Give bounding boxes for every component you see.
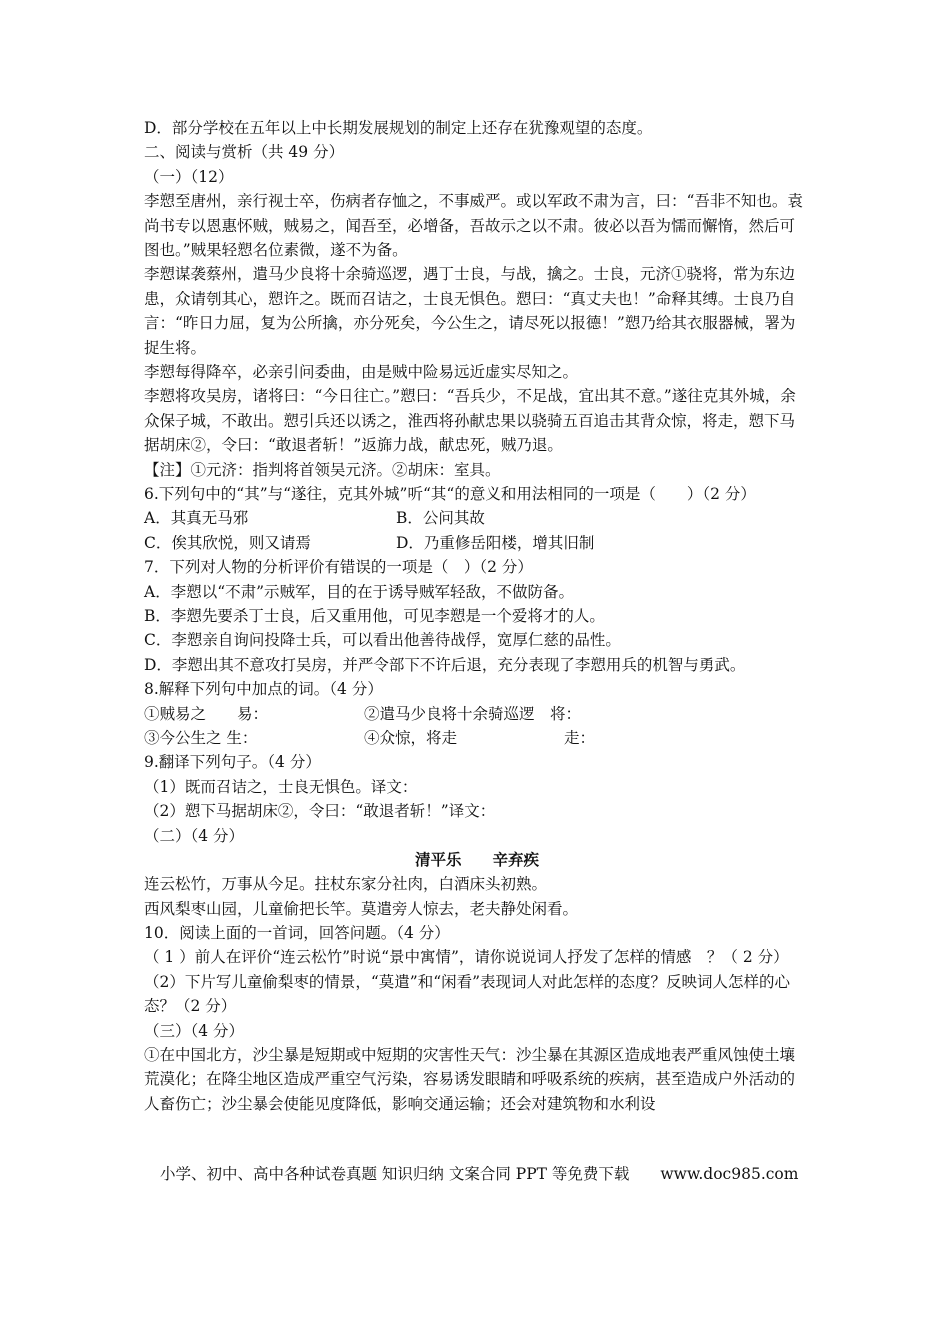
question-7-option-c: C．李愬亲自询问投降士兵，可以看出他善待战俘，宽厚仁慈的品性。 — [144, 631, 621, 650]
poem-title: 清平乐 辛弃疾 — [414, 849, 539, 869]
poem-line-2: 西风梨枣山园，儿童偷把长竿。莫遣旁人惊去，老夫静处闲看。 — [144, 899, 579, 918]
passage-paragraph-4: 李愬将攻吴房，诸将曰：“今日往亡。”愬曰：“吾兵少，不足战，宜出其不意。”遂往克其外城，余众保子城，不敢出。愬引兵还以诱之，淮西将孙献忠果以骁骑五百追击其背众惊，将走，愬下马据胡床②，令曰：“敢退者斩！”返旆力战，献忠死，贼乃退。 — [144, 387, 796, 455]
question-10-item-2: （2）下片写儿童偷梨枣的情景，“莫遣”和“闲看”表现词人对此怎样的态度？反映词人怎样的心态？（2 分） — [144, 972, 791, 1016]
passage-paragraph-3: 李愬每得降卒，必亲引问委曲，由是贼中险易远近虚实尽知之。 — [144, 363, 579, 382]
question-8-row-1 — [144, 702, 810, 726]
passage-note: 【注】①元济：指判将首领吴元济。②胡床：室具。 — [144, 460, 501, 479]
passage-paragraph-1: 李愬至唐州，亲行视士卒，伤病者存恤之，不事威严。或以军政不肃为言，曰：“吾非不知也。袁尚书专以恩惠怀贼，贼易之，闻吾至，必增备，吾故示之以不肃。彼必以吾为懦而懈惰，然后可图也。”贼果轻愬名位素微，遂不为备。 — [144, 192, 803, 259]
gloss-item-4: ④众惊，将走 — [364, 728, 458, 747]
option-b: B．公问其故 — [396, 509, 485, 528]
gloss-item-4-blank: 走： — [564, 728, 596, 747]
section-heading: 二、阅读与赏析（共 49 分） — [144, 143, 345, 162]
question-6: 6.下列句中的“其”与“遂往，克其外城”听“其“的意义和用法相同的一项是（ ）（2 分） — [144, 485, 756, 504]
gloss-item-3: ③今公生之 生： — [144, 728, 258, 747]
gloss-item-1: ①贼易之 易： — [144, 704, 269, 723]
question-8-row-2 — [144, 726, 810, 750]
document-page — [144, 116, 810, 1116]
question-8: 8.解释下列句中加点的词。（4 分） — [144, 680, 383, 699]
option-a: A．其真无马邪 — [144, 509, 249, 528]
question-7-option-d: D．李愬出其不意攻打吴房，并严令部下不许后退，充分表现了李愬用兵的机智与勇武。 — [144, 655, 746, 674]
question-6-options-ab — [144, 506, 810, 530]
question-7-option-a: A．李愬以“不肃”示贼军，目的在于诱导贼军轻敌，不做防备。 — [144, 582, 575, 601]
question-7-option-b: B．李愬先要杀丁士良，后又重用他，可见李愬是一个爱将才的人。 — [144, 607, 605, 625]
question-6-options-cd — [144, 531, 810, 555]
passage-paragraph-2: 李愬谋袭蔡州，遣马少良将十余骑巡逻，遇丁士良，与战，擒之。士良，元济①骁将，常为东边患，众请刳其心，愬许之。既而召诘之，士良无惧色。愬曰：“真丈夫也！”命释其缚。士良乃自言：“昨日力屈，复为公所擒，亦分死矣，今公生之，请尽死以报德！”愬乃给其衣服器械，署为捉生将。 — [144, 265, 796, 357]
option-d-line: D．部分学校在五年以上中长期发展规划的制定上还存在犹豫观望的态度。 — [144, 119, 653, 137]
gloss-item-2: ②遣马少良将十余骑巡逻 将： — [364, 704, 582, 723]
subsection-three: （三）（4 分） — [144, 1021, 245, 1040]
subsection-two: （二）（4 分） — [144, 826, 245, 845]
question-10-item-1: （ 1 ）前人在评价“连云松竹”时说“景中寓情”，请你说说词人抒发了怎样的情感 ？（ 2 分） — [144, 948, 789, 967]
option-c: C．俟其欣悦，则又请焉 — [144, 533, 311, 552]
question-9: 9.翻译下列句子。（4 分） — [144, 753, 321, 772]
question-9-item-1: （1）既而召诘之，士良无惧色。译文： — [144, 777, 418, 796]
poem-line-1: 连云松竹，万事从今足。拄杖东家分社肉，白酒床头初熟。 — [144, 875, 548, 894]
subsection-one: （一）（12） — [144, 167, 234, 186]
page-footer: 小学、初中、高中各种试卷真题 知识归纳 文案合同 PPT 等免费下载 www.doc985.com — [160, 1165, 799, 1183]
passage-paragraph-5: ①在中国北方，沙尘暴是短期或中短期的灾害性天气：沙尘暴在其源区造成地表严重风蚀使土壤荒漠化；在降尘地区造成严重空气污染，容易诱发眼睛和呼吸系统的疾病，甚至造成户外活动的人畜伤亡；沙尘暴会使能见度降低，影响交通运输；还会对建筑物和水利设 — [144, 1046, 796, 1113]
question-10: 10．阅读上面的一首词，回答问题。（4 分） — [144, 924, 450, 943]
option-d: D．乃重修岳阳楼，增其旧制 — [396, 533, 595, 552]
question-7: 7．下列对人物的分析评价有错误的一项是（ ）（2 分） — [144, 558, 533, 577]
question-9-item-2: （2）愬下马据胡床②，令曰：“敢退者斩！”译文： — [144, 802, 496, 821]
